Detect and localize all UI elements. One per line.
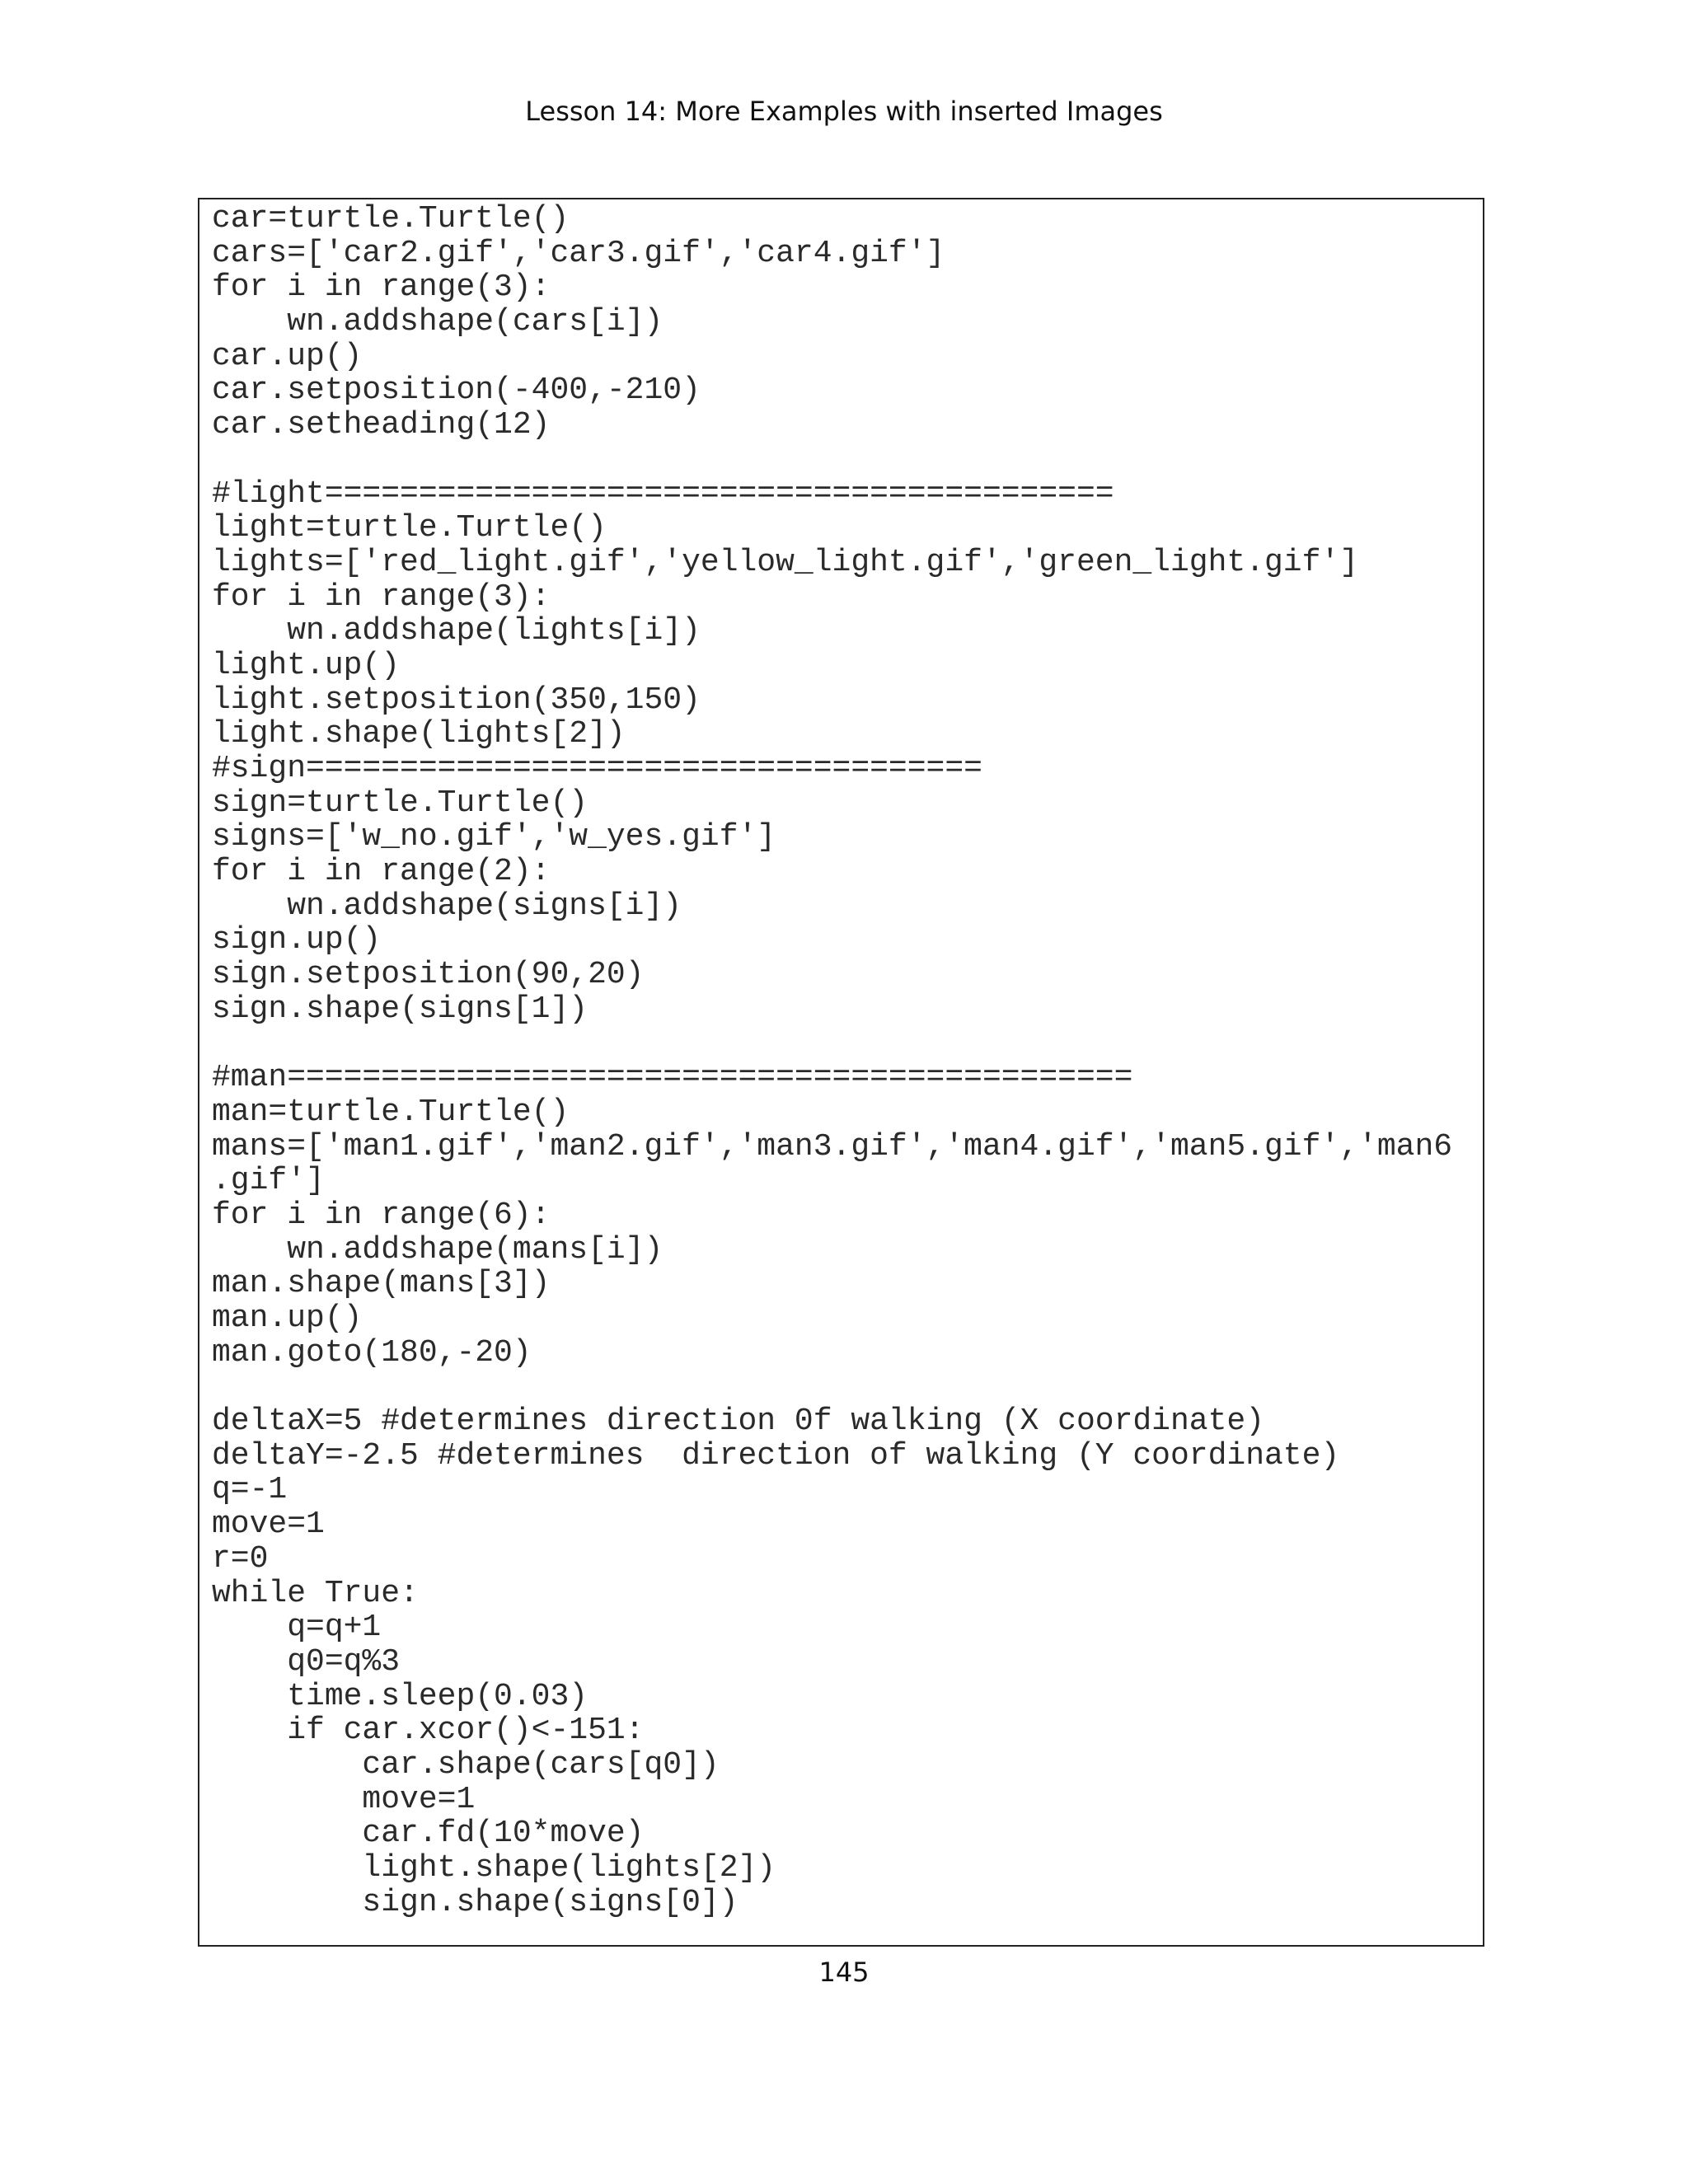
code-line: light.setposition(350,150) bbox=[212, 682, 701, 718]
code-line: car=turtle.Turtle() bbox=[212, 201, 570, 237]
code-line: wn.addshape(cars[i]) bbox=[212, 304, 663, 340]
code-line: for i in range(2): bbox=[212, 854, 551, 890]
code-line: mans=['man1.gif','man2.gif','man3.gif','man4.gif','man5.gif','man6 bbox=[212, 1128, 1453, 1165]
code-lines bbox=[212, 202, 1452, 1919]
page-number: 145 bbox=[818, 1957, 870, 1988]
code-line: car.up() bbox=[212, 338, 363, 374]
code-line: signs=['w_no.gif','w_yes.gif'] bbox=[212, 819, 776, 855]
code-line: q0=q%3 bbox=[212, 1643, 401, 1680]
code-line: man=turtle.Turtle() bbox=[212, 1094, 570, 1130]
code-line: wn.addshape(signs[i]) bbox=[212, 888, 682, 924]
code-line: wn.addshape(mans[i]) bbox=[212, 1231, 663, 1268]
code-line: light.up() bbox=[212, 647, 401, 683]
code-line: cars=['car2.gif','car3.gif','car4.gif'] bbox=[212, 235, 945, 271]
code-line: light=turtle.Turtle() bbox=[212, 510, 607, 546]
page-title: Lesson 14: More Examples with inserted Images bbox=[525, 96, 1163, 127]
code-line: light.shape(lights[2]) bbox=[212, 1850, 776, 1886]
code-line: .gif'] bbox=[212, 1163, 325, 1199]
code-line: man.goto(180,-20) bbox=[212, 1334, 532, 1371]
code-line: man.shape(mans[3]) bbox=[212, 1266, 551, 1302]
code-listing bbox=[198, 198, 1484, 1947]
code-line: #man============================================= bbox=[212, 1060, 1133, 1096]
code-line: #sign==================================== bbox=[212, 751, 982, 786]
code-line: sign.setposition(90,20) bbox=[212, 957, 645, 993]
code-line: wn.addshape(lights[i]) bbox=[212, 613, 701, 649]
code-line: sign.shape(signs[1]) bbox=[212, 991, 588, 1027]
code-line: car.fd(10*move) bbox=[212, 1816, 645, 1852]
code-line: #light========================================== bbox=[212, 476, 1114, 512]
code-line: while True: bbox=[212, 1575, 419, 1611]
code-line: sign.up() bbox=[212, 922, 382, 958]
code-line-blank bbox=[212, 1027, 1452, 1062]
code-line: deltaY=-2.5 #determines direction of walking (Y coordinate) bbox=[212, 1437, 1340, 1474]
code-line: move=1 bbox=[212, 1507, 325, 1543]
code-line: car.shape(cars[q0]) bbox=[212, 1746, 720, 1783]
code-line: for i in range(3): bbox=[212, 579, 551, 615]
code-line: car.setheading(12) bbox=[212, 407, 551, 443]
code-line: sign=turtle.Turtle() bbox=[212, 785, 588, 821]
code-line: for i in range(3): bbox=[212, 269, 551, 306]
code-line: for i in range(6): bbox=[212, 1197, 551, 1233]
code-line: light.shape(lights[2]) bbox=[212, 716, 626, 752]
code-line-blank bbox=[212, 1370, 1452, 1404]
code-line: move=1 bbox=[212, 1781, 476, 1817]
code-line: q=-1 bbox=[212, 1472, 288, 1508]
code-line: man.up() bbox=[212, 1301, 363, 1336]
code-line: r=0 bbox=[212, 1540, 269, 1577]
code-line: if car.xcor()<-151: bbox=[212, 1713, 645, 1749]
code-line: q=q+1 bbox=[212, 1610, 382, 1646]
code-line: time.sleep(0.03) bbox=[212, 1678, 588, 1714]
code-line: sign.shape(signs[0]) bbox=[212, 1884, 738, 1920]
code-line: deltaX=5 #determines direction 0f walking (X coordinate) bbox=[212, 1404, 1265, 1440]
code-line-blank bbox=[212, 443, 1452, 477]
code-line: car.setposition(-400,-210) bbox=[212, 373, 701, 409]
code-line: lights=['red_light.gif','yellow_light.gif','green_light.gif'] bbox=[212, 544, 1359, 580]
